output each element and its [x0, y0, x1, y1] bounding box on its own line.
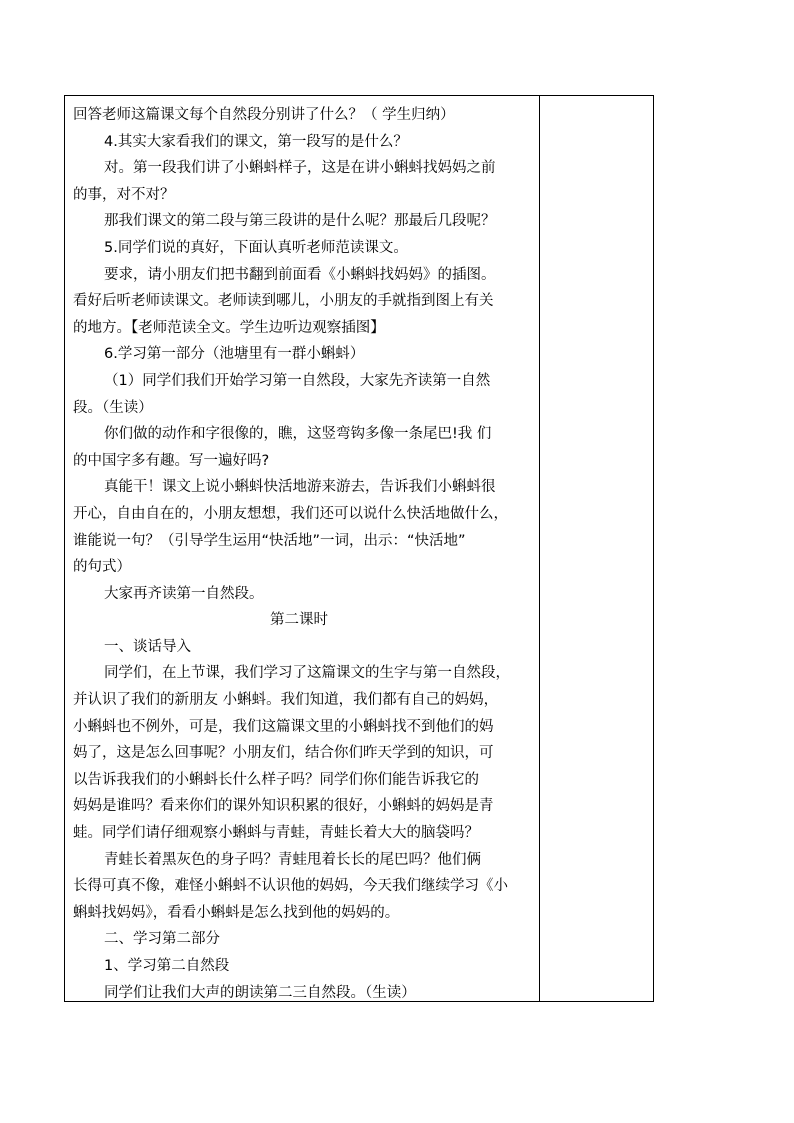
text-line: 1、学习第二自然段: [104, 958, 230, 974]
text-line: 看好后听老师读课文。老师读到哪儿，小朋友的手就指到图上有关: [73, 293, 494, 310]
text-line: 以告诉我我们的小蝌蚪长什么样子吗？同学们你们能告诉我它的: [73, 771, 479, 788]
text-line: 长得可真不像，难怪小蝌蚪不认识他的妈妈，今天我们继续学习《小: [73, 878, 508, 895]
text-line: 妈妈是谁吗？看来你们的课外知识积累的很好，小蝌蚪的妈妈是青: [73, 798, 494, 815]
text-line: 谁能说一句？（引导学生运用“快活地”一词，出示：“快活地”: [73, 532, 466, 549]
text-line: 同学们，在上节课，我们学习了这篇课文的生字与第一自然段，: [104, 665, 510, 682]
text-line: 对。第一段我们讲了小蝌蚪样子，这是在讲小蝌蚪找妈妈之前: [104, 160, 496, 177]
text-line: 的地方。【老师范读全文。学生边听边观察插图】: [73, 319, 385, 336]
text-line: 小蝌蚪也不例外，可是，我们这篇课文里的小蝌蚪找不到他们的妈: [73, 718, 494, 735]
text-line: 大家再齐读第一自然段。: [104, 585, 264, 602]
text-line: （1）同学们我们开始学习第一自然段，大家先齐读第一自然: [104, 372, 491, 389]
text-line: 那我们课文的第二段与第三段讲的是什么呢？那最后几段呢？: [104, 213, 496, 230]
text-line: 4.其实大家看我们的课文，第一段写的是什么？: [104, 133, 408, 150]
text-line: 5.同学们说的真好，下面认真听老师范读课文。: [104, 239, 408, 256]
text-line: 一、谈话导入: [104, 638, 191, 655]
text-line: 真能干！课文上说小蝌蚪快活地游来游去，告诉我们小蝌蚪很: [104, 479, 496, 496]
text-line: 并认识了我们的新朋友 小蝌蚪。我们知道，我们都有自己的妈妈，: [73, 692, 499, 709]
text-line: 的句式）: [73, 559, 131, 576]
text-line: 6.学习第一部分（池塘里有一群小蝌蚪）: [104, 346, 365, 363]
section-heading: 第二课时: [270, 612, 328, 629]
text-line: 的事，对不对？: [73, 186, 175, 203]
text-line: 蝌蚪找妈妈》，看看小蝌蚪是怎么找到他的妈妈的。: [73, 904, 400, 921]
text-line: 同学们让我们大声的朗读第二三自然段。（生读）: [104, 984, 416, 1001]
text-line: 妈了，这是怎么回事呢？小朋友们，结合你们昨天学到的知识，可: [73, 745, 494, 762]
notes-cell: [540, 96, 653, 1001]
text-line: 蛙。同学们请仔细观察小蝌蚪与青蛙，青蛙长着大大的脑袋吗？: [73, 825, 479, 842]
text-line: 你们做的动作和字很像的，瞧，这竖弯钩多像一条尾巴!我 们: [104, 426, 492, 443]
text-line: 的中国字多有趣。写一遍好吗?: [73, 452, 270, 469]
lesson-table: [64, 95, 654, 1002]
text-line: 要求，请小朋友们把书翻到前面看《小蝌蚪找妈妈》的插图。: [104, 266, 496, 283]
text-line: 二、学习第二部分: [104, 931, 220, 948]
lesson-text: [73, 102, 535, 1006]
lesson-content-cell: [65, 96, 540, 1001]
text-line: 回答老师这篇课文每个自然段分别讲了什么？（ 学生归纳）: [73, 107, 455, 123]
text-line: 段。（生读）: [73, 399, 153, 416]
text-line: 青蛙长着黑灰色的身子吗？青蛙甩着长长的尾巴吗？他们俩: [104, 851, 481, 868]
text-line: 开心，自由自在的，小朋友想想，我们还可以说什么快活地做什么，: [73, 505, 508, 522]
